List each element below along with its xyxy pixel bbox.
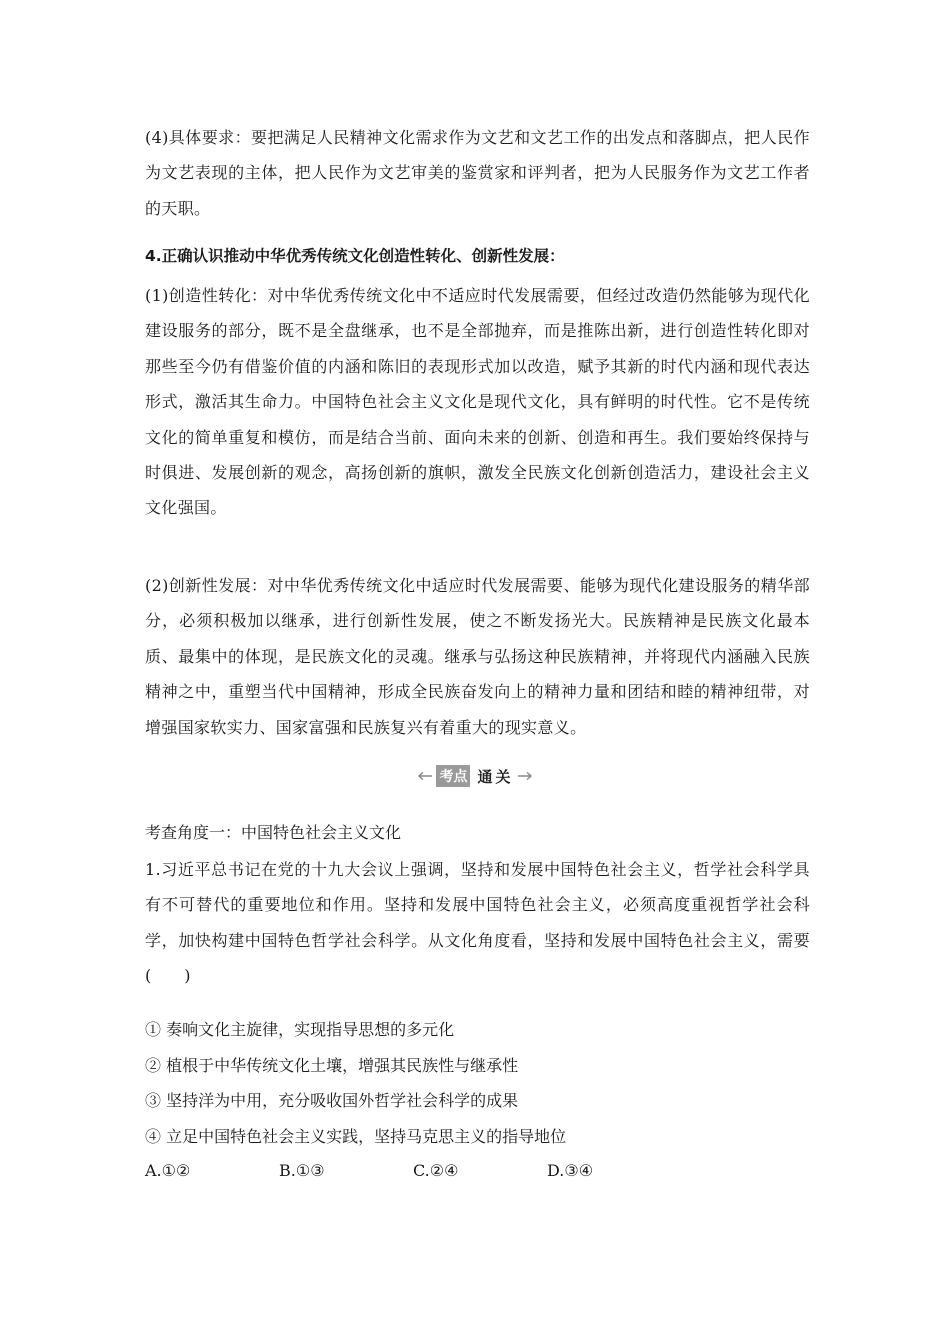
exam-angle-title: 考查角度一：中国特色社会主义文化 (145, 823, 402, 842)
requirement-4-paragraph: (4)具体要求：要把满足人民精神文化需求作为文艺和文艺工作的出发点和落脚点，把人民作为文艺表现的主体，把人民作为文艺审美的鉴赏家和评判者，把为人民服务作为文艺工作者的天职。 (145, 128, 810, 218)
creative-transformation-paragraph: (1)创造性转化：对中华优秀传统文化中不适应时代发展需要，但经过改造仍然能够为现代化建设服务的部分，既不是全盘继承，也不是全部抛弃，而是推陈出新，进行创造性转化即对那些至今仍有借鉴价值的内涵和陈旧的表现形式加以改造，赋予其新的时代内涵和现代表达形式，激活其生命力。中国特色社会主义文化是现代文化，具有鲜明的时代性。它不是传统文化的简单重复和模仿，而是结合当前、面向未来的创新、创造和再生。我们要始终保持与时俱进、发展创新的观念，高扬创新的旗帜，激发全民族文化创新创造活力，建设社会主义文化强国。 (145, 286, 810, 518)
innovative-development-paragraph: (2)创新性发展：对中华优秀传统文化中适应时代发展需要、能够为现代化建设服务的精华部分，必须积极加以继承，进行创新性发展，使之不断发扬光大。民族精神是民族文化最本质、最集中的体现，是民族文化的灵魂。继承与弘扬这种民族精神，并将现代内涵融入民族精神之中，重塑当代中国精神，形成全民族奋发向上的精神力量和团结和睦的精神纽带，对增强国家软实力、国家富强和民族复兴有着重大的现实意义。 (145, 576, 810, 737)
option-a: A.①② (145, 1161, 191, 1180)
question-item-2: ② 植根于中华传统文化土壤，增强其民族性与继承性 (145, 1056, 519, 1075)
question-1-stem: 1.习近平总书记在党的十九大会议上强调，坚持和发展中国特色社会主义，哲学社会科学具有不可替代的重要地位和作用。坚持和发展中国特色社会主义，必须高度重视哲学社会科学，加快构建中国特色哲学社会科学。从文化角度看，坚持和发展中国特色社会主义，需要 ( ) (145, 860, 843, 986)
section-4-heading: 4.正确认识推动中华优秀传统文化创造性转化、创新性发展： (145, 247, 565, 265)
banner-tag-label: 考点 (436, 765, 470, 787)
right-arrow-decoration-icon (517, 771, 533, 781)
question-item-4: ④ 立足中国特色社会主义实践，坚持马克思主义的指导地位 (145, 1127, 567, 1146)
question-item-1: ① 奏响文化主旋律，实现指导思想的多元化 (145, 1020, 455, 1039)
left-arrow-decoration-icon (417, 771, 433, 781)
banner-tag-suffix: 通关 (477, 767, 514, 786)
option-c: C.②④ (413, 1161, 459, 1180)
exam-points-banner (0, 763, 950, 789)
answer-options (145, 1161, 810, 1185)
option-b: B.①③ (279, 1161, 325, 1180)
question-item-3: ③ 坚持洋为中用，充分吸收国外哲学社会科学的成果 (145, 1091, 519, 1110)
option-d: D.③④ (547, 1161, 594, 1180)
